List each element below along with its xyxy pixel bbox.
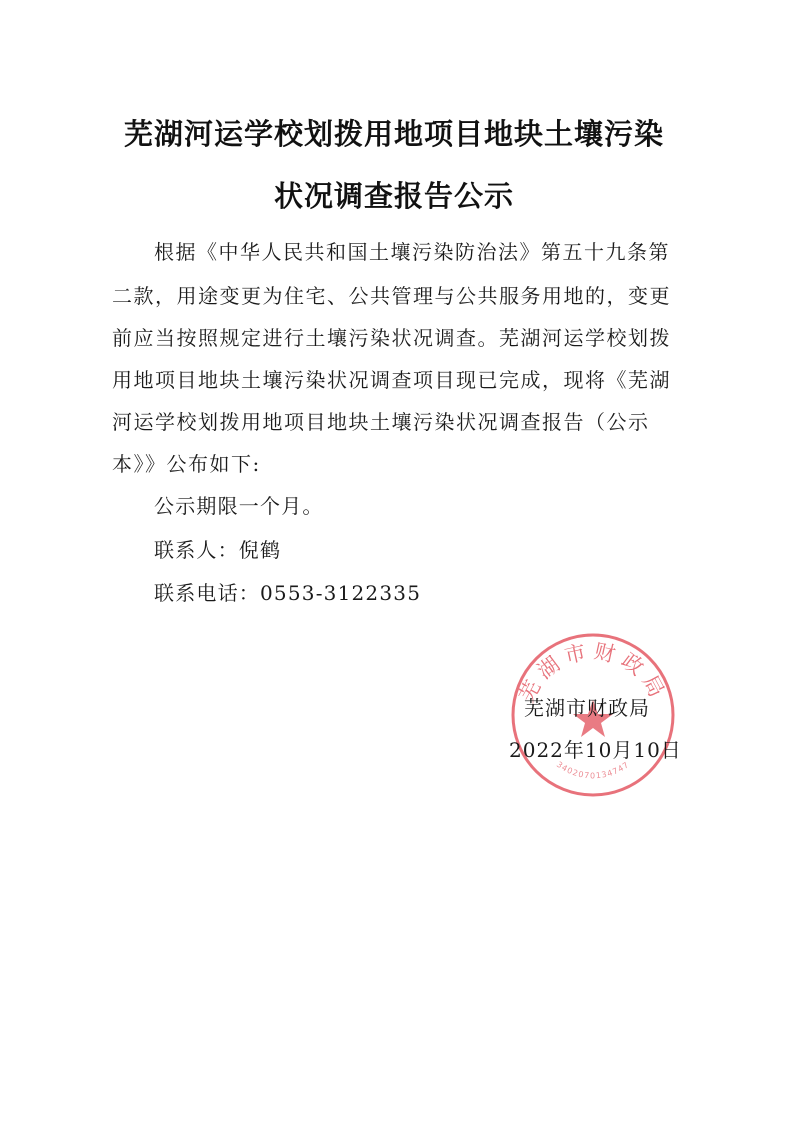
body-line-6: 本》》公布如下: bbox=[112, 452, 261, 476]
document-title-line-1: 芜湖河运学校划拨用地项目地块土壤污染 bbox=[123, 117, 664, 151]
body-line-2: 二款，用途变更为住宅、公共管理与公共服务用地的，变更 bbox=[112, 284, 671, 308]
contact-phone: 联系电话：0553-3122335 bbox=[154, 581, 422, 605]
contact-person: 联系人：倪鹤 bbox=[154, 538, 282, 562]
body-line-1: 根据《中华人民共和国土壤污染防治法》第五十九条第 bbox=[154, 240, 670, 264]
notice-period: 公示期限一个月。 bbox=[154, 494, 324, 518]
body-line-5: 河运学校划拨用地项目地块土壤污染状况调查报告（公示 bbox=[112, 410, 650, 434]
body-line-4: 用地项目地块土壤污染状况调查项目现已完成，现将《芜湖 bbox=[112, 368, 671, 392]
issue-date: 2022年10月10日 bbox=[509, 738, 682, 762]
body-line-3: 前应当按照规定进行土壤污染状况调查。芜湖河运学校划拨 bbox=[112, 326, 671, 350]
document-title-line-2: 状况调查报告公示 bbox=[273, 179, 514, 213]
issuer-name: 芜湖市财政局 bbox=[524, 696, 650, 720]
seal-code: 3402070134747 bbox=[554, 759, 632, 781]
seal-text: 芜湖市财政局 bbox=[514, 639, 672, 707]
